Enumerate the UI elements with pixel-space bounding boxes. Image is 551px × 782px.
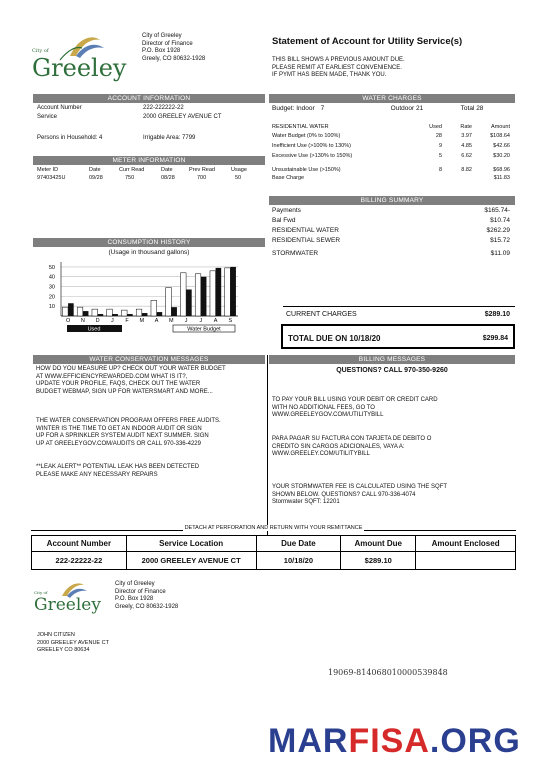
col-used: Used <box>429 124 442 130</box>
billing-message <box>272 484 447 507</box>
meter-prev-date: 08/28 <box>161 175 175 181</box>
recipient-line: JOHN CITIZEN <box>37 632 75 638</box>
total-due-box <box>281 324 515 349</box>
col-rate: Rate <box>460 124 472 130</box>
water-row <box>272 133 515 140</box>
meter-info-header: METER INFORMATION <box>33 156 265 165</box>
return-address <box>115 581 178 611</box>
water-row-used: 28 <box>435 133 442 139</box>
x-tick-label: J <box>184 318 188 324</box>
household-row <box>37 135 265 142</box>
remit-col-header: Account Number <box>32 536 127 552</box>
summary-amount: $262.29 <box>486 227 510 234</box>
current-charges-label: CURRENT CHARGES <box>286 311 357 318</box>
remit-col-header: Service Location <box>126 536 256 552</box>
meter-col-header: Curr Read <box>119 167 145 173</box>
logo-text: Greeley <box>32 54 127 82</box>
consumption-header: CONSUMPTION HISTORY <box>33 238 265 247</box>
remittance-table <box>31 535 516 570</box>
used-bar <box>216 268 222 316</box>
summary-amount: $10.74 <box>490 217 510 224</box>
budget-bar <box>195 274 201 316</box>
summary-label: STORMWATER <box>272 250 319 257</box>
summary-row <box>272 250 510 257</box>
address-line: City of Greeley <box>115 581 155 587</box>
section-divider <box>267 355 268 535</box>
conservation-paragraph <box>36 418 221 448</box>
summary-amount: $15.72 <box>490 237 510 244</box>
budget-bar <box>180 273 186 316</box>
watermark-segment: .ORG <box>429 722 521 760</box>
conservation-paragraph <box>36 366 226 396</box>
meter-col-header: Date <box>89 167 101 173</box>
x-tick-label: S <box>228 318 233 324</box>
questions-phone: QUESTIONS? CALL 970-350-9260 <box>336 367 448 374</box>
billing-summary-header: BILLING SUMMARY <box>269 196 515 205</box>
account-number-value: 222-222222-22 <box>143 105 184 111</box>
used-bar <box>186 289 192 316</box>
budget-bar <box>225 268 231 316</box>
summary-label: Payments <box>272 207 301 214</box>
used-bar <box>68 303 74 316</box>
remittance-header-row <box>32 536 516 552</box>
used-bar <box>98 314 104 316</box>
irrigable-label: Irrigable Area: 7799 <box>143 135 196 141</box>
water-row-used: 9 <box>438 143 442 149</box>
summary-amount: $11.09 <box>490 250 510 257</box>
summary-label: RESIDENTIAL SEWER <box>272 237 341 244</box>
x-tick-label: N <box>80 318 85 324</box>
watermark-segment: FISA <box>348 722 430 760</box>
water-table-head <box>272 124 515 131</box>
notice-line: PLEASE REMIT AT EARLIEST CONVENIENCE. <box>272 64 402 71</box>
budget-outdoor: Outdoor 21 <box>390 105 424 112</box>
used-bar <box>171 307 177 316</box>
address-line: Greely, CO 80632-1928 <box>115 603 179 610</box>
used-bar <box>157 312 163 316</box>
water-row <box>272 167 515 174</box>
recipient-line: GREELEY CO 80634 <box>37 647 90 653</box>
water-row-amount: $11.83 <box>493 175 510 181</box>
x-tick-label: F <box>125 318 129 324</box>
service-row <box>37 114 265 121</box>
current-charges-amount: $289.10 <box>484 311 510 318</box>
water-row-amount: $30.20 <box>493 153 510 159</box>
budget-bar <box>92 309 98 316</box>
x-tick-label: J <box>199 318 203 324</box>
x-tick-label: J <box>110 318 114 324</box>
recipient-line: 2000 GREELEY AVENUE CT <box>37 639 109 646</box>
address-line: P.O. Box 1928 <box>142 48 181 54</box>
water-row <box>272 153 515 160</box>
y-tick-label: 30 <box>48 284 55 291</box>
notice-line: IF PYMT HAS BEEN MADE, THANK YOU. <box>272 72 387 78</box>
remit-amount-due: $289.10 <box>341 552 416 570</box>
persons-label: Persons in Household: 4 <box>37 135 103 141</box>
budget-total: Total 28 <box>460 105 484 112</box>
meter-col-header: Prev Read <box>189 167 215 173</box>
y-tick-label: 20 <box>48 294 55 301</box>
y-tick-label: 10 <box>48 304 55 311</box>
water-row-rate: 6.62 <box>461 153 472 159</box>
billing-message <box>272 436 431 459</box>
watermark-text <box>268 722 521 760</box>
logo-small-text: City of <box>34 590 48 595</box>
remit-amount-enclosed-field[interactable] <box>416 552 516 570</box>
notice-line: THIS BILL SHOWS A PREVIOUS AMOUNT DUE. <box>272 57 405 63</box>
water-row-amount: $108.64 <box>490 133 510 139</box>
current-charges-row <box>286 311 510 318</box>
billing-message <box>272 397 438 420</box>
recipient-address <box>37 632 109 655</box>
conservation-line: HOW DO YOU MEASURE UP? CHECK OUT YOUR WATER BUDGET <box>36 366 226 372</box>
water-row-amount: $68.96 <box>493 167 510 173</box>
watermark-segment: MAR <box>268 722 349 760</box>
used-bar <box>201 277 207 316</box>
statement-notice <box>272 57 405 80</box>
used-bar <box>230 267 236 316</box>
meter-col-header: Date <box>161 167 173 173</box>
scanline: 19069-814068010000539848 <box>328 668 448 677</box>
remit-service-location: 2000 GREELEY AVENUE CT <box>126 552 256 570</box>
leak-alert <box>36 464 199 479</box>
water-row <box>272 143 515 150</box>
watermark <box>268 722 521 761</box>
summary-divider <box>283 306 515 307</box>
conservation-line: PLEASE MAKE ANY NECESSARY REPAIRS <box>36 471 158 478</box>
billing-message-line: YOUR STORMWATER FEE IS CALCULATED USING THE SQFT <box>272 484 448 490</box>
budget-bar <box>151 300 157 316</box>
budget-bar <box>121 310 127 316</box>
meter-row <box>37 175 265 182</box>
total-due-label: TOTAL DUE ON 10/18/20 <box>288 334 381 343</box>
city-logo <box>30 30 125 84</box>
remit-due-date: 10/18/20 <box>256 552 341 570</box>
statement-title: Statement of Account for Utility Service(s) <box>272 36 463 47</box>
logo-text: Greeley <box>34 595 101 615</box>
x-tick-label: D <box>95 318 100 324</box>
water-row-used: 8 <box>438 167 442 173</box>
service-value: 2000 GREELEY AVENUE CT <box>143 114 222 120</box>
meter-col-header: Usage <box>231 167 247 173</box>
summary-row <box>272 207 510 214</box>
col-amount: Amount <box>491 124 510 130</box>
meter-curr-date: 09/28 <box>89 175 103 181</box>
conservation-line: UP FOR A SPRINKLER SYSTEM AUDIT NEXT SUMMER. SIGN <box>36 433 209 439</box>
x-tick-label: M <box>139 318 145 324</box>
used-bar <box>112 314 118 316</box>
budget-bar <box>210 271 216 316</box>
address-line: Director of Finance <box>115 588 166 595</box>
meter-prev-read: 700 <box>197 175 207 181</box>
address-line: Director of Finance <box>142 40 193 47</box>
account-number-row <box>37 105 265 112</box>
used-bar <box>83 311 89 316</box>
y-tick-label: 50 <box>48 264 55 271</box>
conservation-line: BUDGET WEBMAP, SIGN UP FOR WATERSMART AND MORE... <box>36 388 213 395</box>
conservation-line: UP AT GREELEYGOV.COM/AUDITS OR CALL 970-336-4229 <box>36 440 201 447</box>
water-row-label: Base Charge <box>272 175 305 181</box>
water-row-used <box>412 175 442 182</box>
account-number-label: Account Number <box>37 105 82 111</box>
summary-row <box>272 227 510 234</box>
budget-indoor-value: 7 <box>320 105 325 112</box>
billing-message-line: Stormwater SQFT: 12201 <box>272 499 340 505</box>
budget-bar <box>107 309 113 316</box>
city-logo-small <box>32 578 104 618</box>
billing-message-line: PARA PAGAR SU FACTURA CON TARJETA DE DEBITO O <box>272 436 432 442</box>
water-row-amount: $42.66 <box>493 143 510 149</box>
budget-row <box>272 105 515 112</box>
summary-label: Bal Fwd <box>272 217 296 224</box>
remittance-value-row <box>32 552 516 570</box>
billing-message-line: WITH NO ADDITIONAL FEES, GO TO <box>272 404 375 411</box>
meter-id: 97403425U <box>37 175 66 181</box>
address-line: City of Greeley <box>142 33 182 39</box>
consumption-subtitle: (Usage in thousand gallons) <box>108 249 190 256</box>
total-due-amount: $299.84 <box>482 335 508 342</box>
consumption-chart <box>33 258 263 348</box>
billing-message-line: TO PAY YOUR BILL USING YOUR DEBIT OR CREDIT CARD <box>272 397 438 403</box>
detach-text: DETACH AT PERFORATION AND RETURN WITH YOUR REMITTANCE <box>184 525 363 531</box>
y-tick-label: 40 <box>48 274 55 281</box>
remit-account-number: 222-22222-22 <box>32 552 127 570</box>
conservation-line: THE WATER CONSERVATION PROGRAM OFFERS FREE AUDITS. <box>36 418 221 424</box>
conservation-header: WATER CONSERVATION MESSAGES <box>33 355 265 364</box>
water-row-label: Water Budget (0% to 100%) <box>272 133 341 139</box>
legend-used-label: Used <box>87 326 101 333</box>
address-line: Greely, CO 80632-1928 <box>142 55 206 62</box>
billing-message-line: WWW.GREELEYGOV.COM/UTILITYBILL <box>272 412 384 418</box>
water-row-rate: 8.82 <box>461 167 472 173</box>
budget-bar <box>77 307 83 316</box>
budget-indoor-label: Budget: Indoor <box>272 105 315 112</box>
x-tick-label: O <box>65 318 71 324</box>
summary-row <box>272 217 510 224</box>
meter-col-header: Meter ID <box>37 167 59 173</box>
account-info-header: ACCOUNT INFORMATION <box>33 94 265 103</box>
address-line: P.O. Box 1928 <box>115 596 154 602</box>
water-table-title: RESIDENTIAL WATER <box>272 124 329 130</box>
conservation-line: AT WWW.EFFICIENCYREWARDED.COM WHAT IS IT?, <box>36 373 188 380</box>
billing-messages-header: BILLING MESSAGES <box>269 355 515 364</box>
conservation-line: UPDATE YOUR PROFILE, FAQS, CHECK OUT THE WATER <box>36 381 201 387</box>
billing-message-line: CREDITO SIN CARGOS ADICIONALES, VAYA A: <box>272 443 405 450</box>
remit-col-header: Amount Due <box>341 536 416 552</box>
water-row-used: 5 <box>438 153 442 159</box>
x-tick-label: A <box>213 318 218 324</box>
water-row-rate: 3.97 <box>461 133 472 139</box>
meter-usage: 50 <box>235 175 242 181</box>
water-row-label: Inefficient Use (>100% to 130%) <box>272 143 351 149</box>
water-row-label: Unsustainable Use (>150%) <box>272 167 341 173</box>
used-bar <box>142 313 148 316</box>
budget-bar <box>136 309 142 316</box>
summary-label: RESIDENTIAL WATER <box>272 227 339 234</box>
summary-row <box>272 237 510 244</box>
sender-address <box>142 33 205 63</box>
water-row-rate <box>442 175 472 182</box>
water-row-label: Excessive Use (>130% to 150%) <box>272 153 353 159</box>
x-tick-label: M <box>169 318 174 324</box>
budget-bar <box>62 307 68 316</box>
conservation-line: WINTER IS THE TIME TO GET AN INDOOR AUDIT OR SIGN <box>36 425 202 432</box>
billing-message-line: WWW.GREELEY.COM/UTILITYBILL <box>272 451 370 457</box>
water-row <box>272 175 515 182</box>
water-charges-header: WATER CHARGES <box>269 94 515 103</box>
service-label: Service <box>37 114 58 120</box>
budget-bar <box>166 288 172 316</box>
legend-budget-label: Water Budget <box>187 326 221 333</box>
used-bar <box>127 314 133 316</box>
logo-small-text: City of <box>32 48 49 54</box>
summary-amount: $165.74- <box>484 207 510 214</box>
meter-curr-read: 750 <box>125 175 135 181</box>
meter-columns <box>37 167 265 174</box>
remit-col-header: Amount Enclosed <box>416 536 516 552</box>
conservation-line: **LEAK ALERT** POTENTIAL LEAK HAS BEEN DETECTED <box>36 464 200 470</box>
remit-col-header: Due Date <box>256 536 341 552</box>
billing-message-line: SHOWN BELOW. QUESTIONS? CALL 970-336-4074 <box>272 491 416 498</box>
x-tick-label: A <box>154 318 159 324</box>
water-row-rate: 4.85 <box>461 143 472 149</box>
